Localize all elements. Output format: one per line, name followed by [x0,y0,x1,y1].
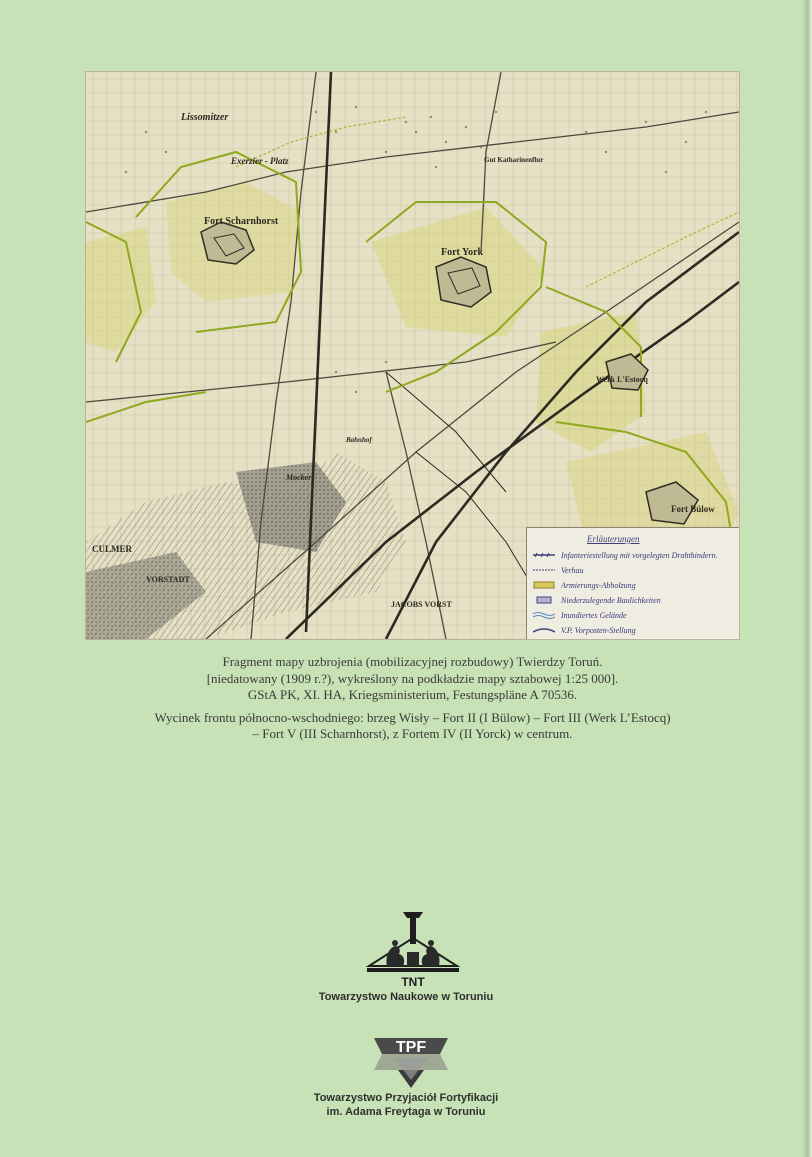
map-caption [86,654,739,743]
legend-text: Infanteriestellung mit vorgelegten Drahthindern. [561,550,718,560]
legend-swatch-verhau [533,566,555,574]
tpf-logo-text: TPF [395,1039,427,1056]
legend-row [533,623,733,637]
map-label-bahnhof: Bahnhof [346,436,372,444]
map-label-fort-bulow: Fort Bülow [671,504,715,514]
map-label-lissomitzer: Lissomitzer [181,112,229,123]
legend-swatch-baulichkeiten [533,596,555,604]
legend-swatch-infantry [533,551,555,559]
tnt-logo [365,910,461,988]
map-label-jacobs-vorst: JACOBS VORST [391,600,452,609]
map-label-fort-scharnhorst: Fort Scharnhorst [204,216,279,227]
map-label-fort-york: Fort York [441,247,484,258]
caption-line: [niedatowany (1909 r.?), wykreślony na podkładzie mapy sztabowej 1:25 000]. [206,670,619,686]
tpf-name [290,1091,522,1119]
legend-row [533,548,733,562]
legend-row [533,608,733,622]
caption-line: Wycinek frontu północno-wschodniego: brzeg Wisły – Fort II (I Bülow) – Fort III (Werk L’Estocq) [154,709,671,725]
legend-row [533,578,733,592]
map-label-vorstadt: VORSTADT [146,575,190,584]
tnt-logo-text: TNT [401,975,425,988]
map-label-werk-lestocq: Werk L'Estocq [596,375,648,384]
tpf-name-line1: Towarzystwo Przyjaciół Fortyfikacji [313,1092,499,1104]
legend-swatch-inundiert [533,611,555,619]
legend-row [533,563,733,577]
legend-text: Armierungs-Abholzung [561,580,636,590]
legend-swatch-abholzung [533,581,555,589]
cover-edge [802,0,812,1157]
legend-text: V.P. Vorposten-Stellung [561,625,636,635]
tnt-name: Towarzystwo Naukowe w Toruniu [318,991,494,1003]
historical-map [86,72,739,639]
tpf-name-line2: im. Adama Freytaga w Toruniu [326,1106,486,1118]
legend-row [533,593,733,607]
legend-text: Verhau [561,565,584,575]
map-label-mocker: Mocker [286,473,312,482]
map-label-gut-katharinenflur: Gut Katharinenflur [484,156,544,164]
tpf-logo [368,1034,454,1090]
map-label-culmer: CULMER [92,544,132,554]
caption-line: GStA PK, XI. HA, Kriegsministerium, Festungspläne A 70536. [247,687,578,702]
legend-text: Niederzulegende Baulichkeiten [561,595,661,605]
map-label-exerzier-platz: Exerzier - Platz [231,156,289,166]
legend-title: Erläuterungen [587,534,640,544]
legend-text: Inundiertes Gelände [561,610,627,620]
legend-swatch-vorposten [533,626,555,634]
caption-line: Fragment mapy uzbrojenia (mobilizacyjnej rozbudowy) Twierdzy Toruń. [222,654,603,669]
map-legend [526,527,739,639]
caption-line: – Fort V (III Scharnhorst), z Fortem IV (II Yorck) w centrum. [252,726,573,741]
